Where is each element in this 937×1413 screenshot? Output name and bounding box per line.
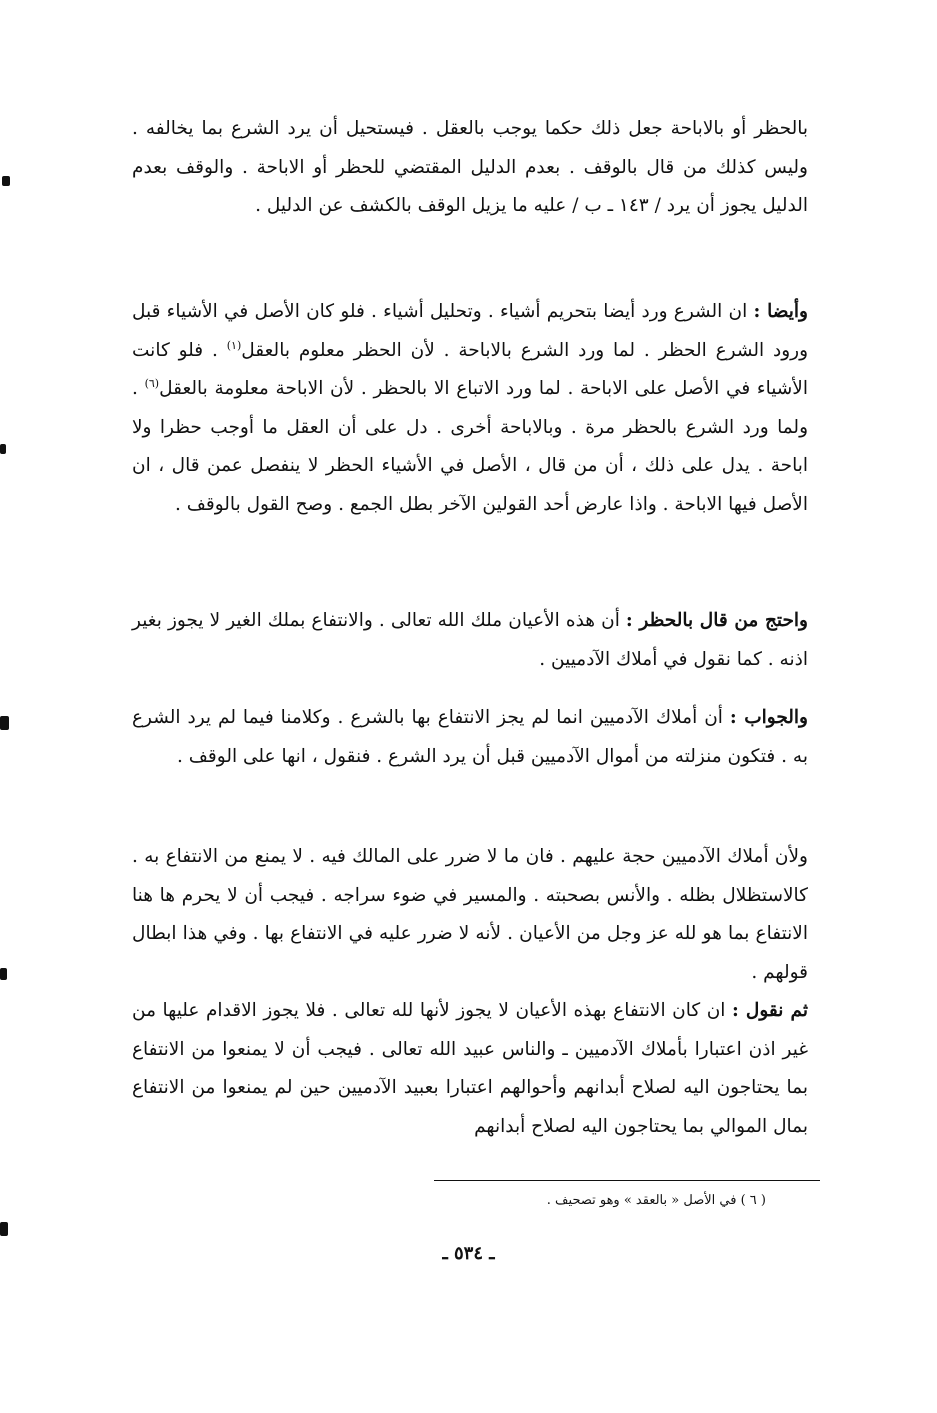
paragraph-6 xyxy=(132,992,808,1146)
paragraph-3-lead: واحتج من قال بالحظر : xyxy=(625,610,808,631)
paragraph-6-text: ان كان الانتفاع بهذه الأعيان لا يجوز لأنها لله تعالى . فلا يجوز الاقدام عليها من غير اذن اعتبارا بأملاك الآدميين ـ والناس عبيد الله تعالى . فيجب أن لا يمنعوا من الانتفاع بما يحتاجون اليه لصلاح أبدانهم وأحوالهم اعتبارا بعبيد الآدميين حين لم يمنعوا من الانتفاع بمال الموالي بما يحتاجون اليه لصلاح أبدانهم xyxy=(132,1000,808,1137)
paragraph-2-text-b: . فلو كانت الأشياء في الأصل على الاباحة . لما ورد الاتباع الا بالحظر . لأن الاباحة معلومة بالعقل xyxy=(132,339,808,400)
paragraph-2-text-a: ان الشرع ورد أيضا بتحريم أشياء . وتحليل أشياء . فلو كان الأصل في الأشياء قبل ورود الشرع الحظر . لما ورد الشرع بالاباحة . لأن الحظر معلوم بالعقل xyxy=(132,301,809,361)
binding-mark xyxy=(0,1222,8,1236)
paragraph-4-lead: والجواب : xyxy=(729,707,808,728)
paragraph-3-text: أن هذه الأعيان ملك الله تعالى . والانتفاع بملك الغير لا يجوز بغير اذنه . كما نقول في أملاك الآدميين . xyxy=(132,610,808,670)
paragraph-2-lead: وأيضا : xyxy=(753,301,808,322)
footnote-ref-1: (١) xyxy=(226,338,242,352)
paragraph-4 xyxy=(132,699,808,776)
paragraph-1-text: بالحظر أو بالاباحة جعل ذلك حكما يوجب بالعقل . فيستحيل أن يرد الشرع بما يخالفه . وليس كذلك من قال بالوقف . بعدم الدليل المقتضي للحظر أو الاباحة . والوقف بعدم الدليل يجوز أن يرد / ١٤٣ ـ ب / عليه ما يزيل الوقف بالكشف عن الدليل . xyxy=(132,118,808,217)
footnote-ref-6: (٦) xyxy=(144,377,160,391)
paragraph-6-lead: ثم نقول : xyxy=(732,1000,808,1021)
paragraph-1 xyxy=(132,110,808,226)
paragraph-5-text: ولأن أملاك الآدميين حجة عليهم . فان ما لا ضرر على المالك فيه . لا يمنع من الانتفاع به . كالاستظلال بظله . والأنس بصحبته . والمسير في ضوء سراجه . فيجب أن لا يحرم ها هنا الانتفاع بما هو لله عز وجل من الأعيان . لأنه لا ضرر عليه في الانتفاع بها . وفي هذا ابطال قولهم . xyxy=(132,846,808,983)
binding-mark xyxy=(0,444,6,454)
paragraph-2-text-c: . ولما ورد الشرع بالحظر مرة . وبالاباحة أخرى . دل على أن العقل ما أوجب حظرا ولا اباحة . يدل على ذلك ، أن من قال ، الأصل في الأشياء الحظر لا ينفصل عمن قال ، ان الأصل فيها الاباحة . واذا عارض أحد القولين الآخر بطل الجمع . وصح القول بالوقف . xyxy=(132,378,808,515)
footnote-divider xyxy=(434,1180,820,1181)
binding-mark xyxy=(2,176,10,186)
paragraph-5 xyxy=(132,838,808,992)
footnote: ( ٦ ) في الأصل « بالعقد » وهو تصحيف . xyxy=(546,1193,766,1208)
binding-mark xyxy=(0,716,9,730)
paragraph-2 xyxy=(132,293,808,525)
paragraph-3 xyxy=(132,602,808,679)
paragraph-4-text: أن أملاك الآدميين انما لم يجز الانتفاع بها بالشرع . وكلامنا فيما لم يرد الشرع به . فتكون منزلته من أموال الآدميين قبل أن يرد الشرع . فنقول ، انها على الوقف . xyxy=(132,707,808,767)
page-number: ـ ٥٣٤ ـ xyxy=(442,1243,495,1264)
binding-mark xyxy=(0,968,7,980)
